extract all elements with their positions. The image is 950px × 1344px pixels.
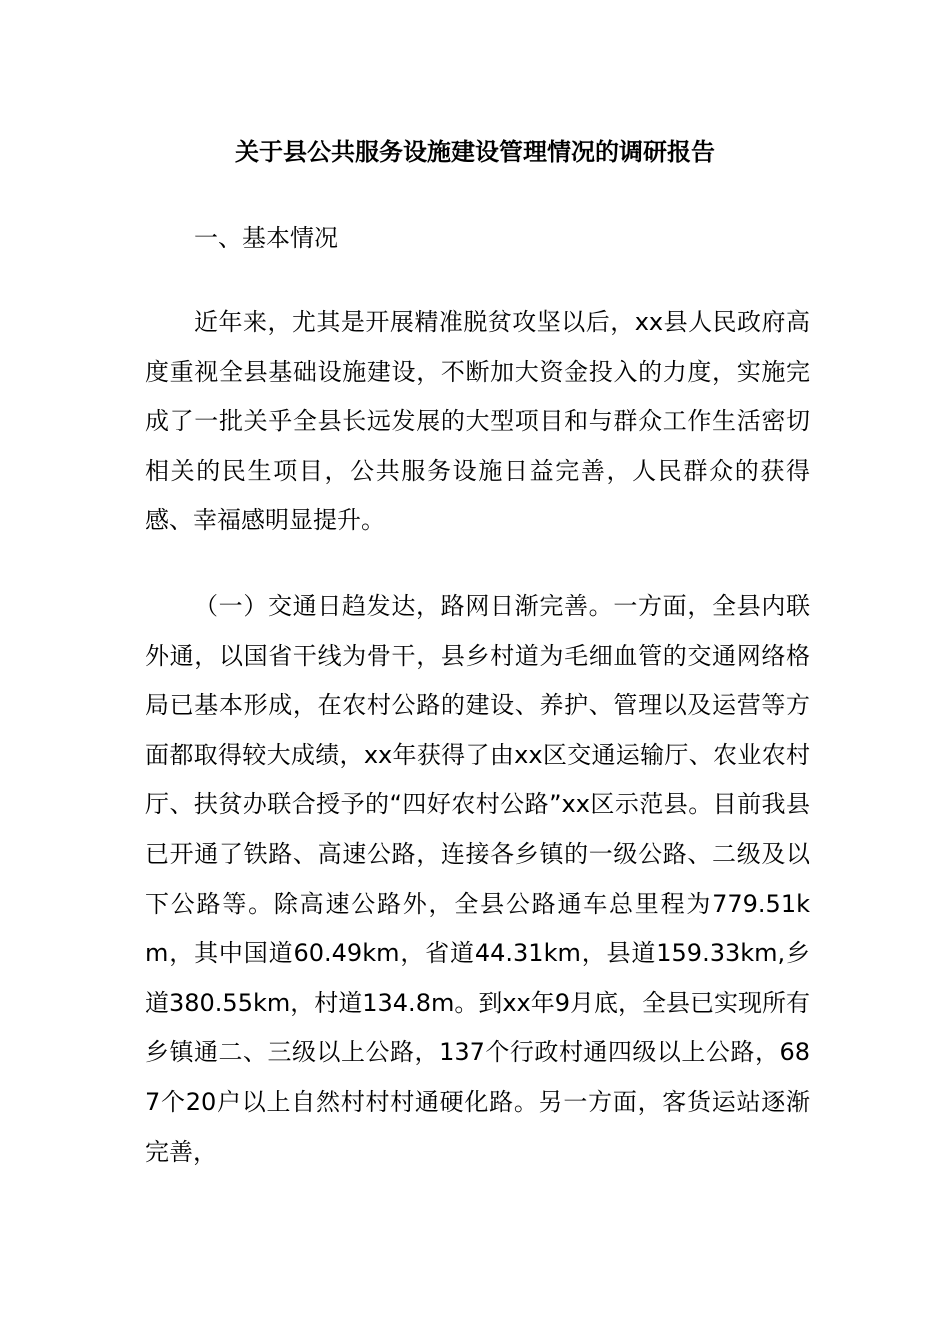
section-heading: 一、基本情况 (194, 224, 338, 252)
paragraph-transport: （一）交通日趋发达，路网日渐完善。一方面，全县内联外通，以国省干线为骨干，县乡村道为毛细血管的交通网络格局已基本形成，在农村公路的建设、养护、管理以及运营等方面都取得较大成绩，xx年获得了由xx区交通运输厅、农业农村厅、扶贫办联合授予的“四好农村公路”xx区示范县。目前我县已开通了铁路、高速公路，连接各乡镇的一级公路、二级及以下公路等。除高速公路外，全县公路通车总里程为779.51km，其中国道60.49km，省道44.31km，县道159.33km,乡道380.55km，村道134.8m。到xx年9月底，全县已实现所有乡镇通二、三级以上公路，137个行政村通四级以上公路，687个20户以上自然村村村通硬化路。另一方面，客货运站逐渐完善， (145, 592, 811, 1166)
document-title: 关于县公共服务设施建设管理情况的调研报告 (235, 138, 715, 166)
paragraph-intro: 近年来，尤其是开展精准脱贫攻坚以后，xx县人民政府高度重视全县基础设施建设，不断加大资金投入的力度，实施完成了一批关乎全县长远发展的大型项目和与群众工作生活密切相关的民生项目，公共服务设施日益完善，人民群众的获得感、幸福感明显提升。 (145, 308, 810, 535)
